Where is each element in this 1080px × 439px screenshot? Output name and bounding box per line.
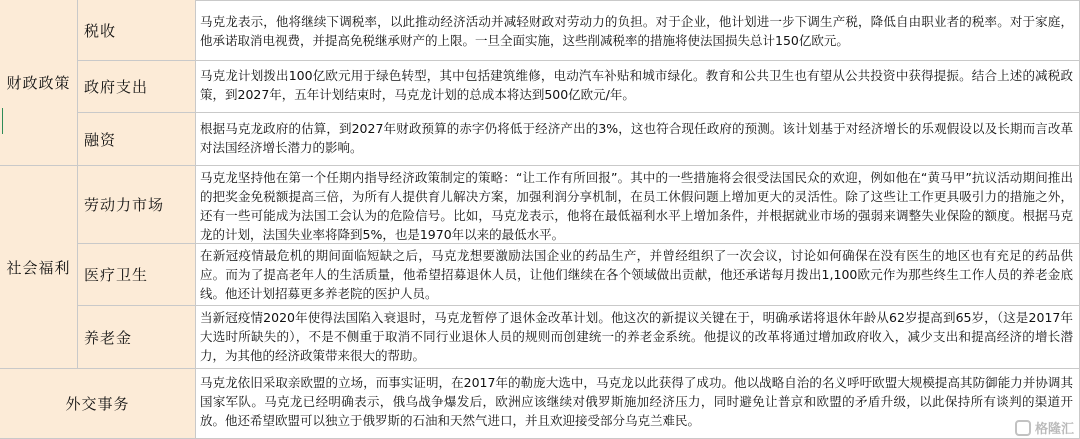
gelonghui-logo-icon (1015, 420, 1031, 436)
category-fiscal-policy (0, 0, 78, 166)
subcategory-label: 劳动力市场 (84, 196, 165, 214)
category-label: 外交事务 (65, 395, 130, 413)
category-label: 财政政策 (6, 74, 71, 92)
description-foreign-affairs (196, 369, 1080, 439)
subcategory-financing (78, 113, 196, 166)
subcategory-spending (78, 61, 196, 113)
subcategory-label: 医疗卫生 (84, 266, 149, 284)
subcategory-healthcare (78, 244, 196, 306)
category-social-welfare (0, 166, 78, 369)
description-text: 根据马克龙政府的估算，到2027年财政预算的赤字仍将低于经济产出的3%，这也符合现任政府的预测。该计划基于对经济增长的乐观假设以及长期而言改革对法国经济增长潜力的影响。 (200, 121, 1073, 155)
subcategory-labor-market (78, 166, 196, 244)
description-text: 马克龙坚持他在第一个任期内指导经济政策制定的策略：“让工作有所回报”。其中的一些措施将会很受法国民众的欢迎，例如他在“黄马甲”抗议活动期间推出的把奖金免税额提高三倍，为所有人提供育儿解决方案，加强利润分享机制，在员工休假问题上增加更大的灵活性。除了这些让工作更具吸引力的措施之外，还有一些可能成为法国工会认为的危险信号。比如，马克龙表示，他将在最低福利水平上增加条件，并根据就业市场的强弱来调整失业保险的额度。根据马克龙的计划，法国失业率将降到5%，也是1970年以来的最低水平。 (200, 170, 1073, 242)
subcategory-tax (78, 0, 196, 61)
description-healthcare (196, 244, 1080, 306)
description-spending (196, 61, 1080, 113)
selection-marker (2, 108, 3, 134)
description-text: 当新冠疫情2020年使得法国陷入衰退时，马克龙暂停了退休金改革计划。他这次的新提议关键在于，明确承诺将退休年龄从62岁提高到65岁，（这是2017年大选时所缺失的），不是不侧重于取消不同行业退休人员的规则而创建统一的养老金系统。他提议的改革将通过增加政府收入，减少支出和提高经济的增长潜力，为其他的经济政策带来很大的帮助。 (200, 310, 1073, 363)
description-text: 在新冠疫情最危机的期间面临短缺之后，马克龙想要激励法国企业的药品生产，并曾经组织了一次会议，讨论如何确保在没有医生的地区也有充足的药品供应。而为了提高老年人的生活质量，他希望招募退休人员，让他们继续在各个领域做出贡献，他还承诺每月拨出1,100欧元作为那些终生工作人员的养老金底线。他还计划招募更多养老院的医护人员。 (200, 248, 1073, 301)
description-pension (196, 306, 1080, 369)
subcategory-label: 政府支出 (84, 78, 149, 96)
category-foreign-affairs (0, 369, 196, 439)
subcategory-label: 养老金 (84, 328, 133, 347)
description-text: 马克龙表示，他将继续下调税率，以此推动经济活动并减轻财政对劳动力的负担。对于企业，他计划进一步下调生产税，降低自由职业者的税率。对于家庭，他承诺取消电视费，并提高免税继承财产的上限。一旦全面实施，这些削减税率的措施将使法国损失总计150亿欧元。 (200, 14, 1073, 48)
subcategory-label: 税收 (84, 21, 117, 40)
subcategory-label: 融资 (84, 130, 117, 149)
description-text: 马克龙计划拨出100亿欧元用于绿色转型，其中包括建筑维修，电动汽车补贴和城市绿化。教育和公共卫生也有望从公共投资中获得提振。结合上述的减税政策，到2027年，五年计划结束时，马克龙计划的总成本将达到500亿欧元/年。 (200, 68, 1073, 102)
category-label: 社会福利 (6, 258, 71, 277)
description-labor-market (196, 166, 1080, 244)
description-tax (196, 0, 1080, 61)
watermark-text: 格隆汇 (1034, 422, 1074, 437)
description-financing (196, 113, 1080, 166)
subcategory-pension (78, 306, 196, 369)
watermark (1013, 418, 1076, 437)
description-text: 马克龙依旧采取亲欧盟的立场，而事实证明，在2017年的勒庞大选中，马克龙以此获得了成功。他以战略自治的名义呼吁欧盟大规模提高其防御能力并协调其国家军队。马克龙已经明确表示，俄乌战争爆发后，欧洲应该继续对俄罗斯施加经济压力，同时避免让普京和欧盟的矛盾升级，以此保持所有谈判的渠道开放。他还希望欧盟可以独立于俄罗斯的石油和天然气进口，并且欢迎接受部分乌克兰难民。 (200, 375, 1073, 428)
